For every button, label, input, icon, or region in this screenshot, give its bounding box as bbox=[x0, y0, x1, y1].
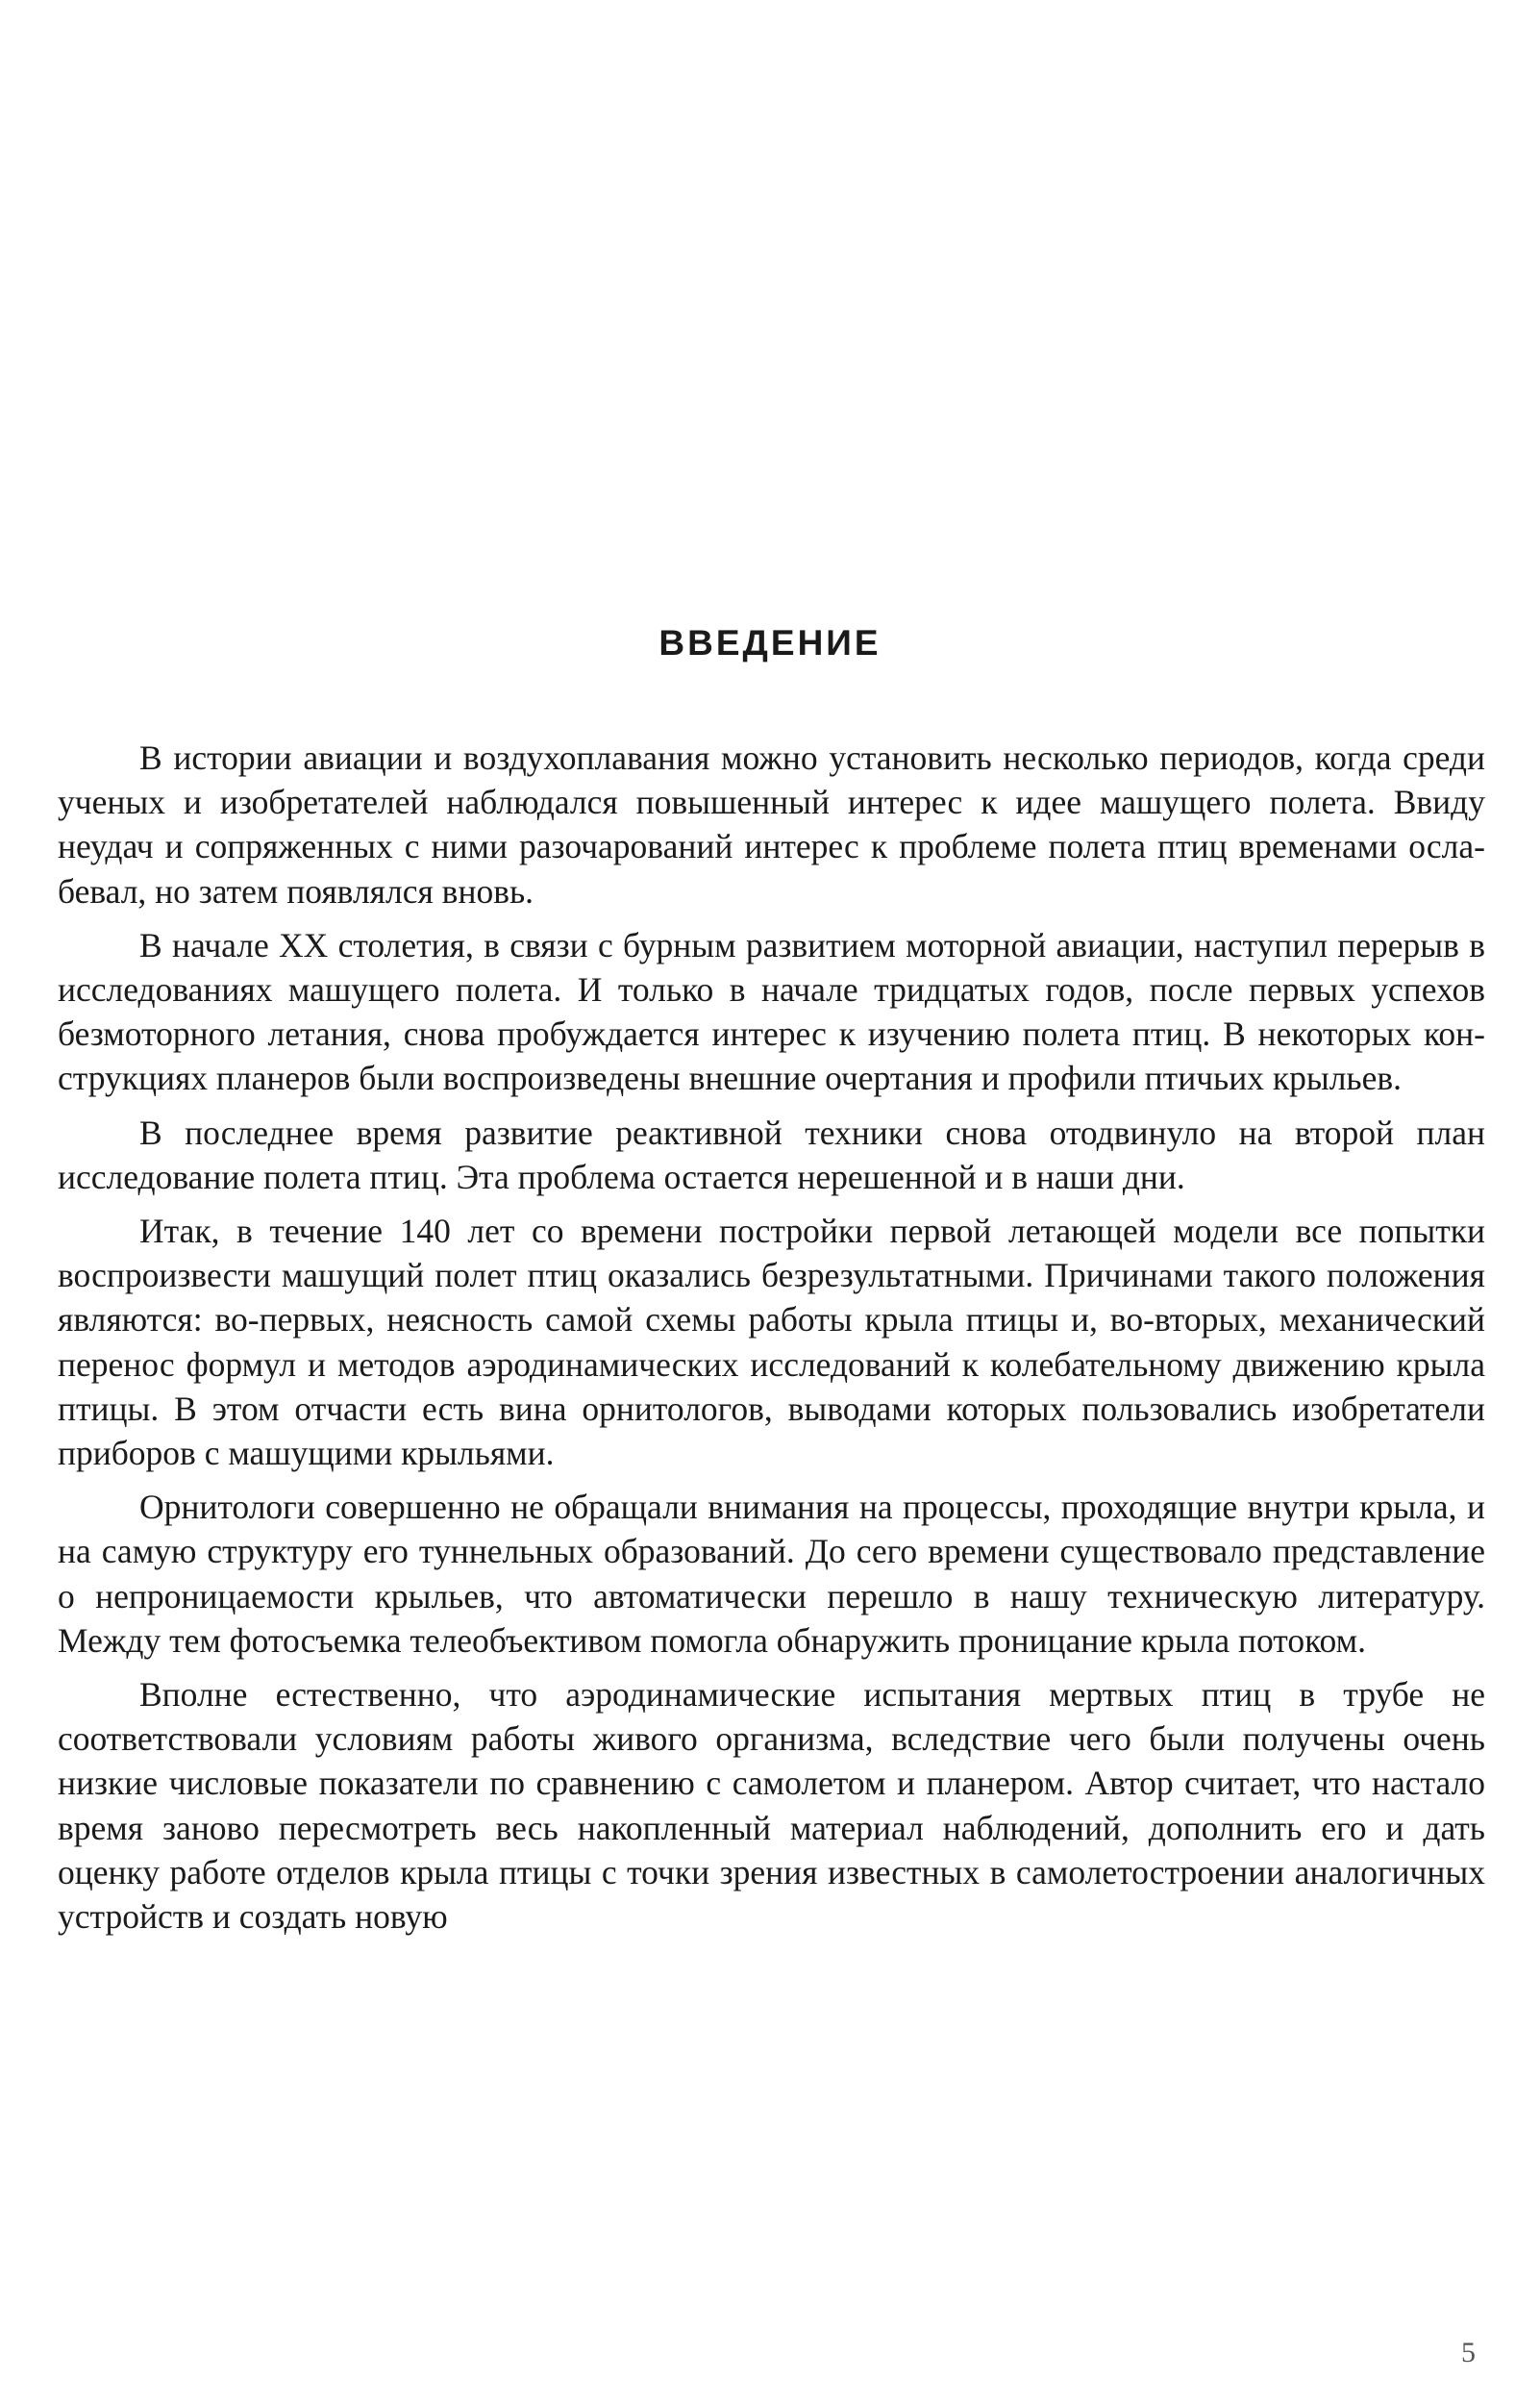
paragraph-1: В истории авиации и воздухоплавания можно установить несколько периодов, когда среди ученых и изобретателей наблюдался повышенный интерес к идее машущего полета. Ввиду неудач и сопряженных с ними разочарований интерес к проблеме полета птиц временами ослабевал, но затем появлялся вновь. bbox=[58, 739, 1485, 911]
paragraph-3: В последнее время развитие реактивной техники снова отодвинуло на второй план исследование полета птиц. Эта проблема остается нерешенной и в наши дни. bbox=[58, 1113, 1485, 1196]
paragraph-6: Вполне естественно, что аэродинамические испытания мертвых птиц в трубе не соответствовали условиям работы живого организма, вследствие чего были получены очень низкие числовые показатели по сравнению с самолетом и планером. Автор считает, что настало время заново пересмотреть весь накопленный материал наблюдений, дополнить его и дать оценку работе отделов крыла птицы с точки зрения известных в самолетостроении аналогичных устройств и создать новую bbox=[58, 1675, 1485, 1937]
paragraph-4: Итак, в течение 140 лет со времени постройки первой летающей модели все попытки воспроизвести машущий полет птиц оказались безрезультатными. Причинами такого положения являются: во-первых, неясность самой схемы работы крыла птицы и, во-вторых, механический перенос формул и методов аэродинамических исследований к колебательному движению крыла птицы. В этом отчасти есть вина орнитологов, выводами которых пользовались изобретатели приборов с машущими крыльями. bbox=[58, 1212, 1485, 1473]
paragraph-2: В начале XX столетия, в связи с бурным развитием моторной авиации, наступил перерыв в исследованиях машущего полета. И только в начале тридцатых годов, после первых успехов безмоторного летания, снова пробуждается интерес к изучению полета птиц. В некоторых конструкциях планеров были воспроизведены внешние очертания и профили птичьих крыльев. bbox=[58, 925, 1485, 1098]
paragraph-5: Орнитологи совершенно не обращали внимания на процессы, проходящие внутри крыла, и на самую структуру его туннельных образований. До сего времени существовало представление о непроницаемости крыльев, что автоматически перешло в нашу техническую литературу. Между тем фотосъемка телеобъективом помогла обнаружить проницание крыла потоком. bbox=[58, 1488, 1485, 1660]
body-text bbox=[58, 736, 1485, 1948]
page-number: 5 bbox=[1461, 2337, 1476, 2368]
page-title: ВВЕДЕНИЕ bbox=[658, 623, 882, 663]
